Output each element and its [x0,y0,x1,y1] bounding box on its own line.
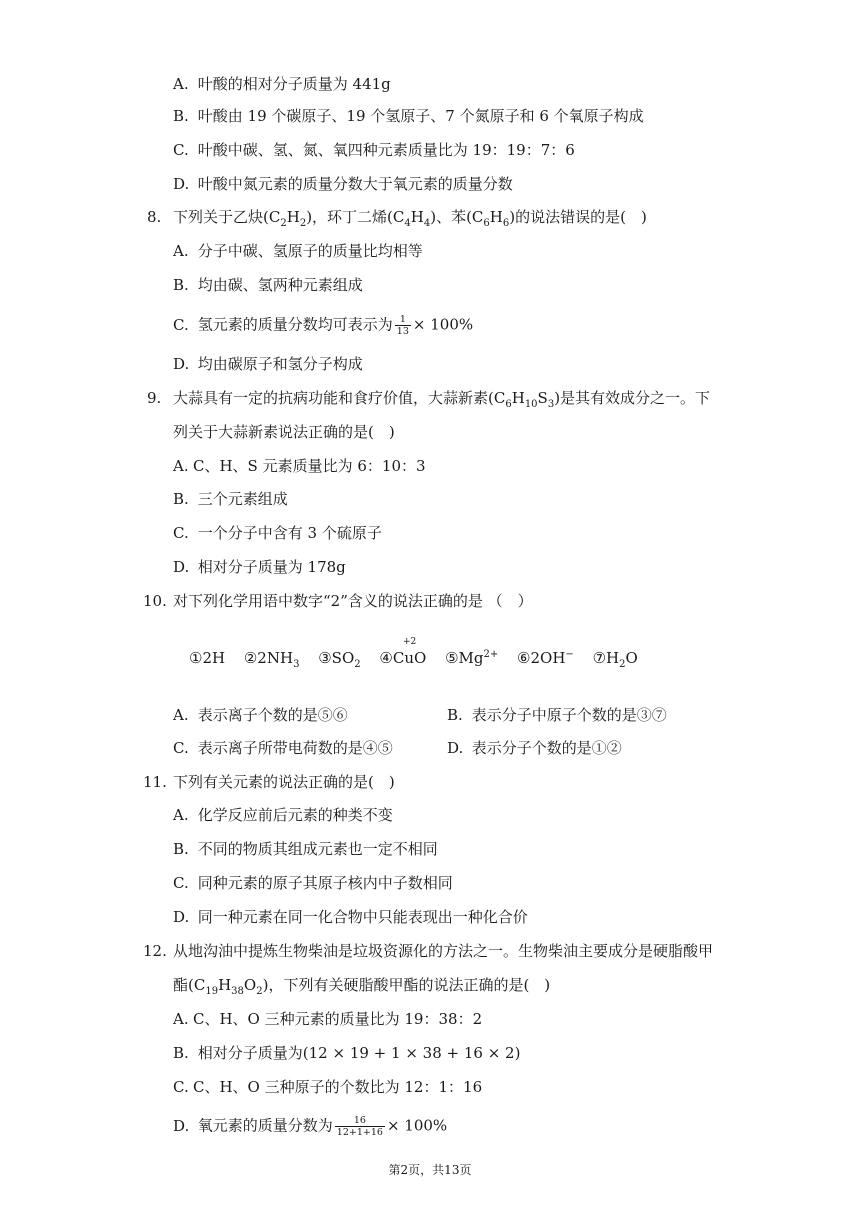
q12-option-d: D. 氧元素的质量分数为 $\frac{16}{12+1+16}$ × 100% [173,1115,448,1138]
q12-option-a: A. C、H、O 三种元素的质量比为 19：38：2 [173,1010,483,1028]
q7-option-b: B. 叶酸由 19 个碳原子、19 个氢原子、7 个氮原子和 6 个氧原子构成 [173,107,644,125]
page-footer: 第2页，共13页 [388,1163,472,1177]
symbol-4: ④ +2 CuO [379,637,427,667]
symbol-6: ⑥2OH− [517,649,574,667]
q8-stem: 下列关于乙炔$(C_2H_2)$，环丁二烯$(C_4H_4)$、苯$(C_6H_6)$的说法错误的是( ) [173,208,647,229]
symbol-7: $⑦H_2O$ [592,649,638,670]
q10-option-d: D. 表示分子个数的是①② [447,739,622,757]
q11-option-b: B. 不同的物质其组成元素也一定不相同 [173,840,438,858]
q7-option-a: A. 叶酸的相对分子质量为 441g [173,75,391,93]
q9-option-b: B. 三个元素组成 [173,490,288,508]
q9-stem-line2: 列关于大蒜新素说法正确的是( ) [173,423,395,441]
fraction: $\frac{16}{12+1+16}$ [336,1115,383,1138]
q12-option-b: B. 相对分子质量为(12 × 19 + 1 × 38 + 16 × 2) [173,1044,521,1062]
q7-option-c: C. 叶酸中碳、氢、氮、氧四种元素质量比为 19：19：7：6 [173,141,575,159]
q12-option-c: C. C、H、O 三种原子的个数比为 12：1：16 [173,1078,483,1096]
q11-option-c: C. 同种元素的原子其原子核内中子数相同 [173,874,453,892]
q9-option-a: A. C、H、S 元素质量比为 6：10：3 [173,457,426,475]
symbol-1: ①2H [189,649,226,667]
q10-number: 10. [143,592,167,610]
q7-option-d: D. 叶酸中氮元素的质量分数大于氧元素的质量分数 [173,175,513,193]
q12-stem-line2: 酯$(C_{19}H_{38}O_2)$，下列有关硬脂酸甲酯的说法正确的是( ) [173,976,551,997]
q10-option-b: B. 表示分子中原子个数的是③⑦ [447,706,667,724]
q11-number: 11. [143,773,167,791]
q11-option-a: A. 化学反应前后元素的种类不变 [173,806,393,824]
fraction: $\frac{1}{13}$ [396,314,409,337]
q10-option-c: C. 表示离子所带电荷数的是④⑤ [173,739,393,757]
symbol-2: $②2NH_3$ [243,649,300,670]
q9-stem-line1: 大蒜具有一定的抗病功能和食疗价值，大蒜新素$(C_6H_{10}S_3)$是其有效成分之一。下 [173,389,711,410]
q10-symbol-row [189,637,652,670]
q10-option-a: A. 表示离子个数的是⑤⑥ [173,706,348,724]
q8-option-b: B. 均由碳、氢两种元素组成 [173,276,363,294]
q12-stem-line1: 从地沟油中提炼生物柴油是垃圾资源化的方法之一。生物柴油主要成分是硬脂酸甲 [173,942,714,960]
q9-option-c: C. 一个分子中含有 3 个硫原子 [173,524,382,542]
q12-number: 12. [143,942,167,960]
q11-option-d: D. 同一种元素在同一化合物中只能表现出一种化合价 [173,908,528,926]
q8-option-d: D. 均由碳原子和氢分子构成 [173,355,363,373]
q8-number: 8. [147,208,162,226]
symbol-3: $③SO_2$ [318,649,361,670]
q10-stem: 对下列化学用语中数字“2”含义的说法正确的是 （ ） [173,592,533,610]
q8-option-c: C. 氢元素的质量分数均可表示为 $\frac{1}{13}$ × 100% [173,314,474,337]
q9-number: 9. [147,389,162,407]
q9-option-d: D. 相对分子质量为 178g [173,558,346,576]
q8-option-a: A. 分子中碳、氢原子的质量比均相等 [173,242,423,260]
q11-stem: 下列有关元素的说法正确的是( ) [173,773,395,791]
symbol-5: $⑤Mg^{2+}$ [445,649,499,667]
